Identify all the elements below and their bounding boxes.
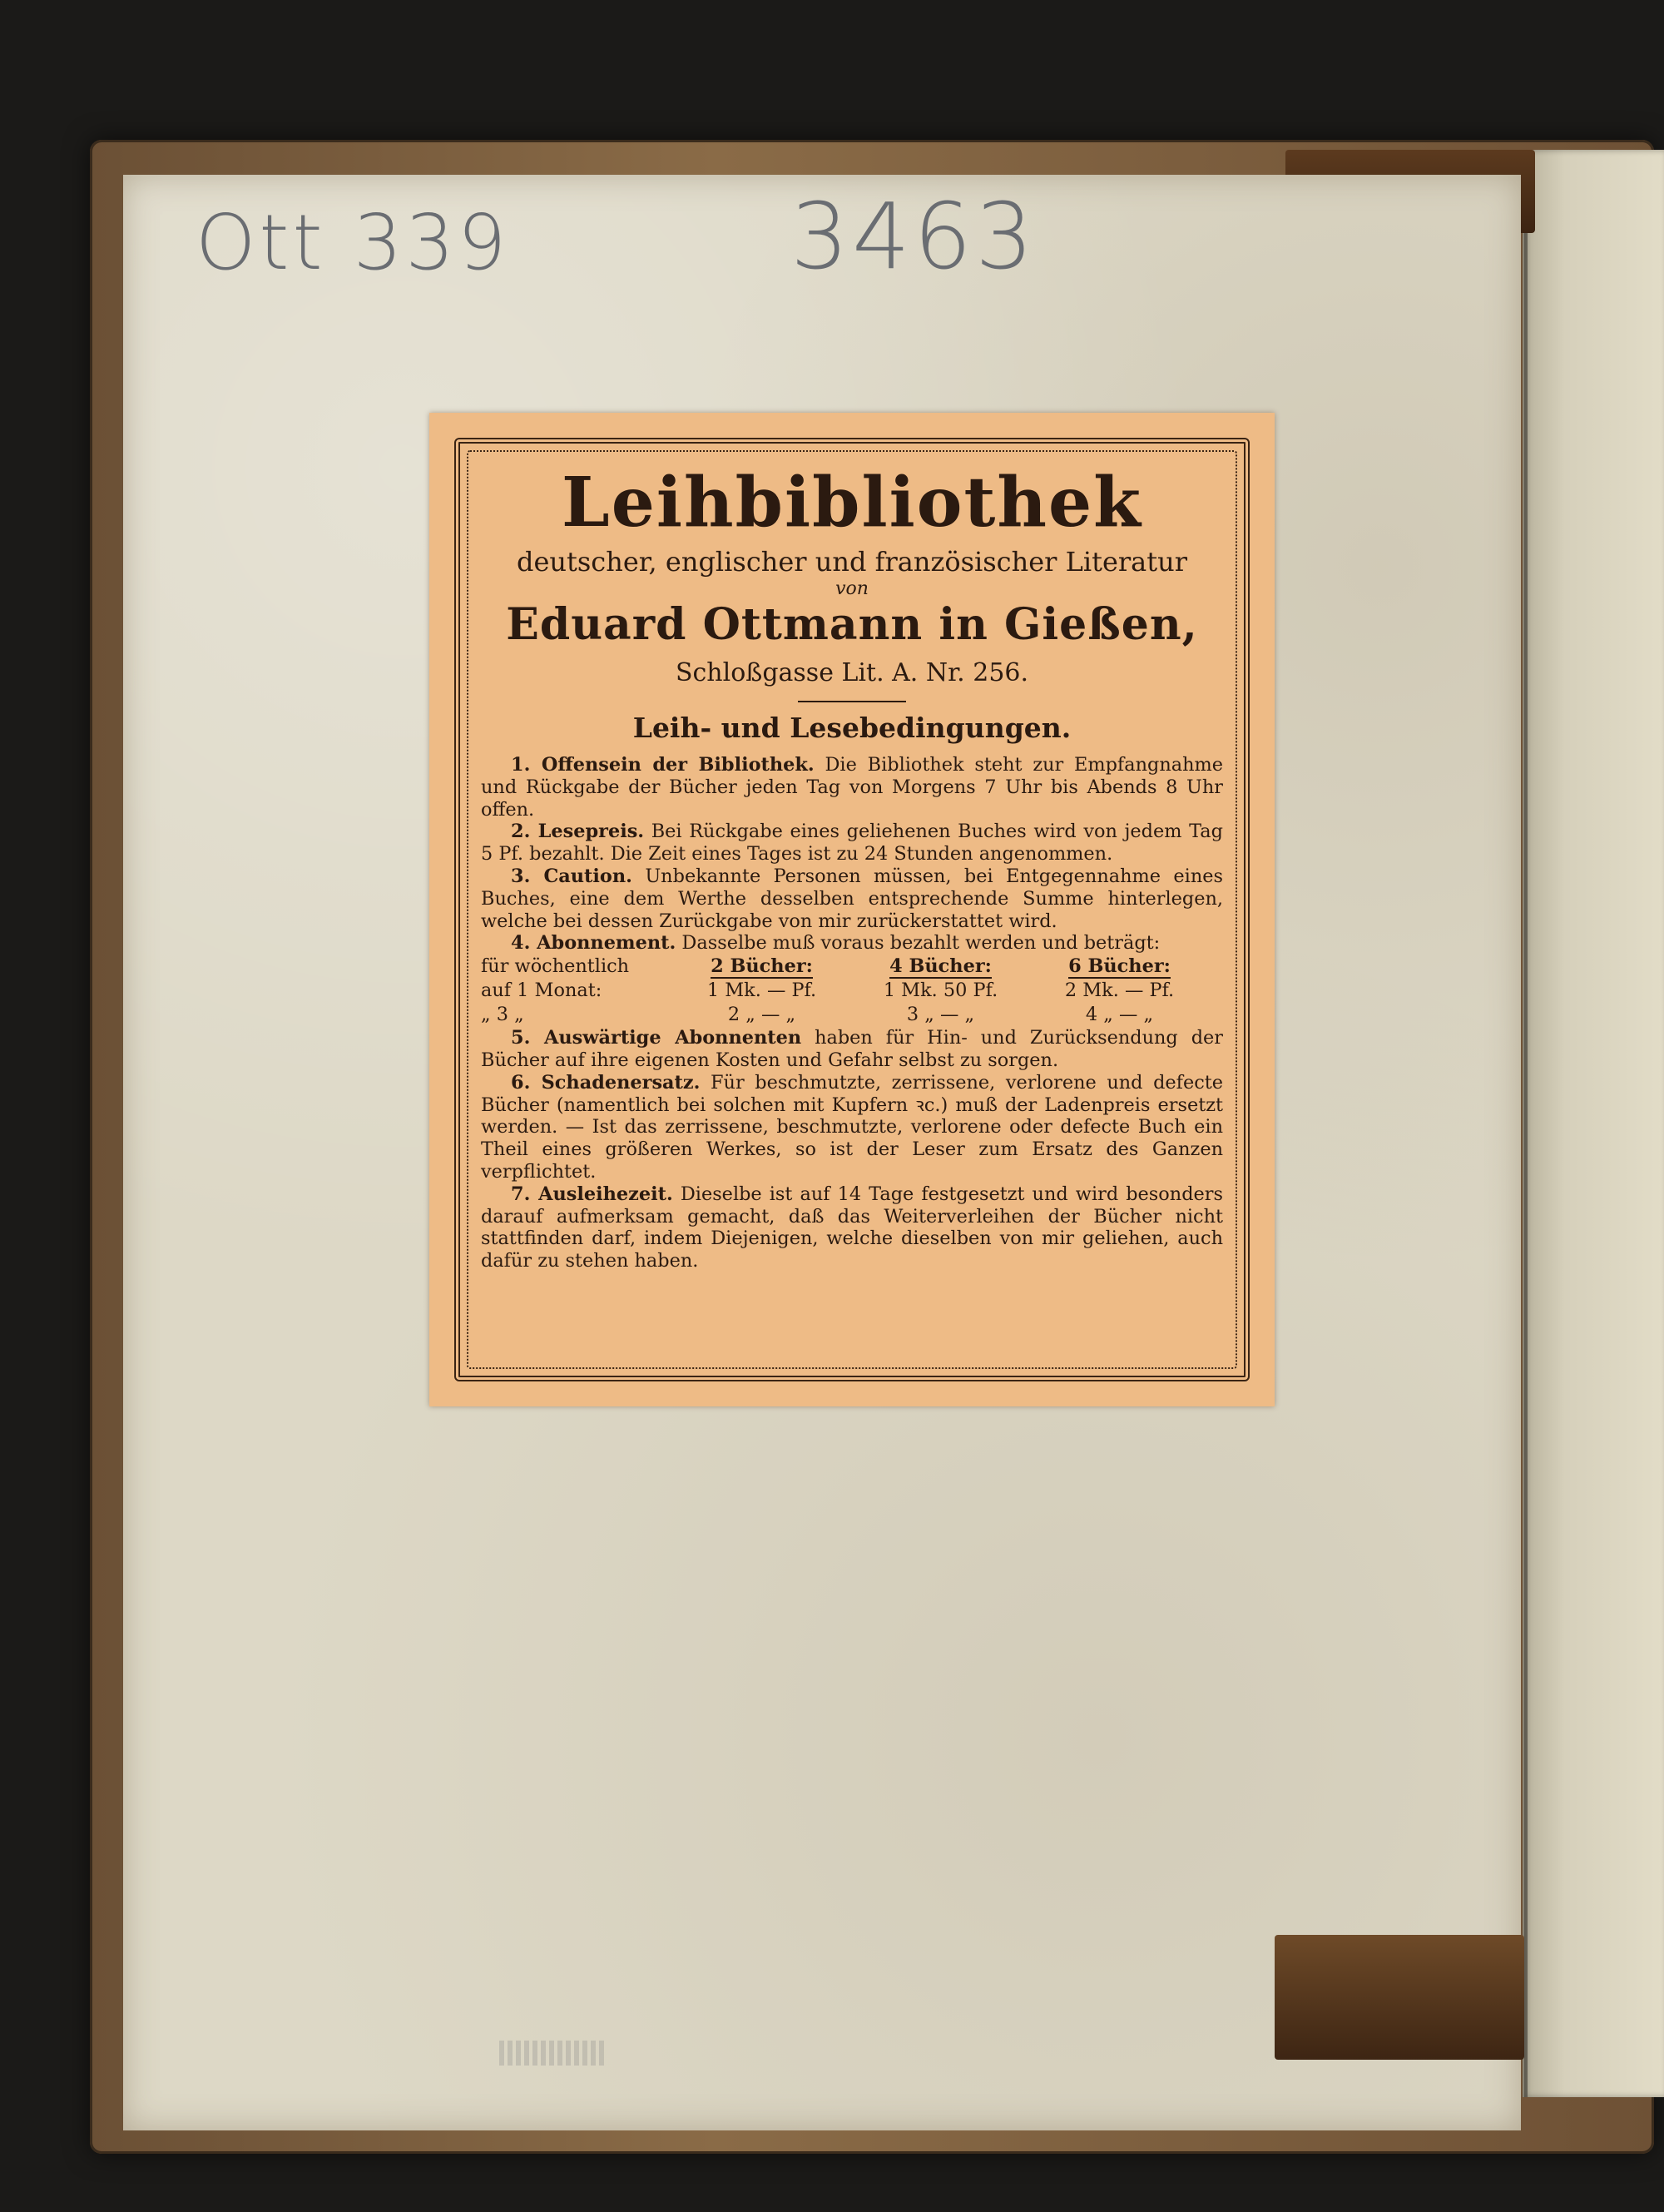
sub-header-2: 2 Bücher: [711, 955, 813, 978]
rule-6 [481, 1072, 1223, 1183]
sub-period: auf 1 Monat: [481, 980, 602, 1002]
sub-price: 1 Mk. 50 Pf. [883, 980, 998, 1002]
label-content [481, 463, 1223, 1272]
sub-price: 2 Mk. — Pf. [1064, 980, 1175, 1002]
conditions-heading: Leih- und Lesebedingungen. [632, 712, 1072, 744]
rule-3 [481, 865, 1223, 932]
pencil-number: 3463 [790, 183, 1037, 290]
conditions-text [481, 754, 1223, 1272]
sub-header-4: 4 Bücher: [889, 955, 992, 978]
rule-1-title: 1. Offensein der Bibliothek. [511, 754, 815, 776]
leather-corner-bottom [1275, 1935, 1524, 2060]
sub-price: 4 „ — „ [1085, 1004, 1154, 1026]
subscription-row [481, 979, 1223, 1003]
label-von: von [835, 578, 869, 599]
divider [798, 701, 906, 702]
rule-5-title: 5. Auswärtige Abonnenten [511, 1027, 802, 1049]
rule-1-text: Die Bibliothek steht zur Empfangnahme und Rückgabe der Bücher jeden Tag von Morgens 7 Uhr bis Abends 8 Uhr offen. [481, 754, 1223, 821]
rule-1 [481, 754, 1223, 821]
sub-price: 3 „ — „ [906, 1004, 975, 1026]
binding-gutter [1524, 183, 1528, 2097]
rule-7-text: Dieselbe ist auf 14 Tage festgesetzt und wird besonders darauf aufmerksam gemacht, daß das Weiterverleihen der Bücher nicht stattfinden darf, indem Diejenigen, welche dieselben von mir geliehen, auch dafür zu stehen haben. [481, 1183, 1223, 1272]
sub-price: 1 Mk. — Pf. [706, 980, 817, 1002]
rule-2 [481, 821, 1223, 865]
label-subtitle: deutscher, englischer und französischer Literatur [516, 546, 1188, 578]
rule-7 [481, 1183, 1223, 1272]
rule-4-text: Dasselbe muß voraus bezahlt werden und beträgt: [676, 932, 1161, 955]
label-address: Schloßgasse Lit. A. Nr. 256. [675, 658, 1029, 687]
rule-6-title: 6. Schadenersatz. [511, 1071, 701, 1094]
subscription-table [481, 955, 1223, 1027]
sub-header-period: für wöchentlich [481, 955, 630, 978]
rule-4 [481, 932, 1223, 955]
sub-header-6-cell [1030, 955, 1209, 979]
rule-5 [481, 1027, 1223, 1072]
pencil-shelfmark: Ott 339 [196, 198, 510, 287]
label-owner: Eduard Ottmann in Gießen, [506, 599, 1198, 650]
rule-4-title: 4. Abonnement. [511, 932, 676, 955]
sub-header-4-cell [851, 955, 1030, 979]
sub-header-6: 6 Bücher: [1068, 955, 1171, 978]
sub-price: 2 „ — „ [727, 1004, 796, 1026]
flyleaf-edge [1523, 150, 1664, 2097]
rule-2-title: 2. Lesepreis. [511, 821, 645, 843]
faint-stamp [499, 2041, 607, 2066]
rule-2-text: Bei Rückgabe eines geliehenen Buches wird von jedem Tag 5 Pf. bezahlt. Die Zeit eines Tages ist zu 24 Stunden angenommen. [481, 821, 1223, 865]
subscription-header-row [481, 955, 1223, 979]
rule-6-text: Für beschmutzte, zerrissene, verlorene und defecte Bücher (namentlich bei solchen mit Kupfern ꝛc.) muß der Ladenpreis ersetzt werden. — Ist das zerrissene, beschmutzte, verlorene oder defecte Buch ein Theil eines größeren Werkes, so ist der Leser zum Ersatz des Ganzen verpflichtet. [481, 1071, 1223, 1183]
subscription-row [481, 1003, 1223, 1027]
rule-7-title: 7. Ausleihezeit. [511, 1183, 673, 1205]
rule-3-text: Unbekannte Personen müssen, bei Entgegennahme eines Buches, eine dem Werthe desselben entsprechende Summe hinterlegen, welche bei dessen Zurückgabe von mir zurückerstattet wird. [481, 865, 1223, 932]
rule-5-text: haben für Hin- und Zurücksendung der Bücher auf ihre eigenen Kosten und Gefahr selbst zu sorgen. [481, 1027, 1223, 1071]
library-label [429, 413, 1275, 1406]
sub-header-2-cell [672, 955, 851, 979]
rule-3-title: 3. Caution. [511, 865, 632, 887]
sub-period: „ 3 „ [481, 1004, 524, 1026]
label-title: Leihbibliothek [562, 463, 1142, 543]
